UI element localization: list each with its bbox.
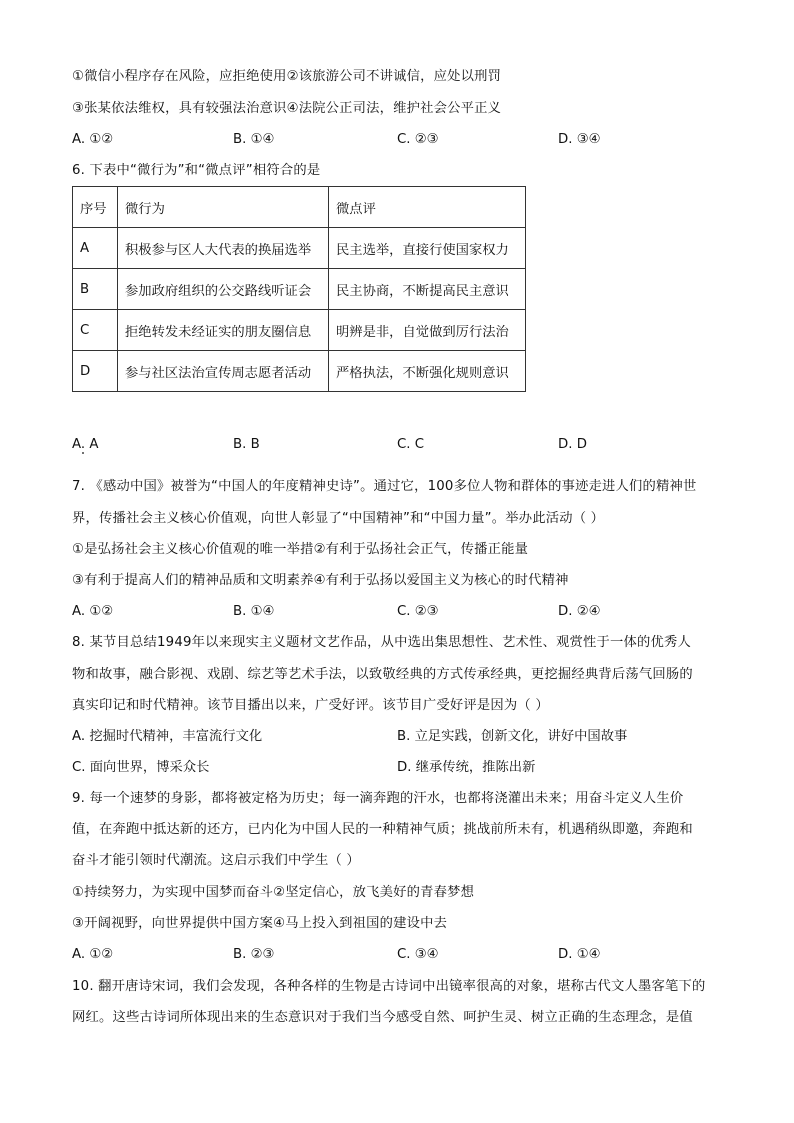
- q7-option-d[interactable]: D. ②④: [558, 604, 601, 619]
- q6-option-a[interactable]: A. A: [72, 437, 99, 452]
- q8-line-2: 物和故事，融合影视、戏剧、综艺等艺术手法，以致敬经典的方式传承经典，更挖掘经典背后荡气回肠的: [72, 667, 693, 682]
- table-cell: 严格执法，不断强化规则意识: [329, 351, 526, 392]
- q9-option-c[interactable]: C. ③④: [397, 947, 439, 962]
- q10-line-2: 网红。这些古诗词所体现出来的生态意识对于我们当今感受自然、呵护生灵、树立正确的生态理念，是值: [72, 1010, 693, 1025]
- table-cell: 积极参与区人大代表的换届选举: [118, 228, 329, 269]
- table-header-cell: 微行为: [118, 187, 329, 228]
- table-header-cell: 微点评: [329, 187, 526, 228]
- q9-line-1: 9. 每一个速梦的身影，都将被定格为历史；每一滴奔跑的汗水，也都将浇灌出未来；用奋斗定义人生价: [72, 791, 684, 806]
- q5-options: [72, 131, 722, 149]
- q5-statement-1: ①微信小程序存在风险，应拒绝使用②该旅游公司不讲诚信，应处以刑罚: [72, 69, 502, 84]
- q8-options-row-2: [72, 759, 722, 777]
- table-cell: 拒绝转发未经证实的朋友圈信息: [118, 310, 329, 351]
- q6-question: 6. 下表中“微行为”和“微点评”相符合的是: [72, 163, 321, 178]
- q5-statement-2: ③张某依法维权，具有较强法治意识④法院公正司法，维护社会公平正义: [72, 101, 502, 116]
- q5-option-d[interactable]: D. ③④: [558, 132, 601, 147]
- q8-option-d[interactable]: D. 继承传统，推陈出新: [397, 760, 536, 775]
- q6-option-d[interactable]: D. D: [558, 437, 587, 452]
- q10-line-1: 10. 翻开唐诗宋词，我们会发现，各种各样的生物是古诗词中出镜率很高的对象，堪称古代文人墨客笔下的: [72, 979, 706, 994]
- q5-option-a[interactable]: A. ①②: [72, 132, 114, 147]
- q9-line-3: 奋斗才能引领时代潮流。这启示我们中学生（ ）: [72, 853, 360, 868]
- table-cell: 民主协商，不断提高民主意识: [329, 269, 526, 310]
- table-cell: 民主选举，直接行使国家权力: [329, 228, 526, 269]
- q8-options-row-1: [72, 728, 722, 746]
- q7-line-2: 界，传播社会主义核心价值观，向世人彰显了“中国精神”和“中国力量”。举办此活动（ ）: [72, 511, 605, 526]
- q7-line-1: 7. 《感动中国》被誉为“中国人的年度精神史诗”。通过它，100多位人物和群体的事迹走进人们的精神世: [72, 479, 697, 494]
- q9-options: [72, 946, 722, 964]
- table-row: [73, 351, 526, 392]
- q7-statement-1: ①是弘扬社会主义核心价值观的唯一举措②有利于弘扬社会正气，传播正能量: [72, 542, 529, 557]
- table-cell: 参与社区法治宣传周志愿者活动: [118, 351, 329, 392]
- table-row: [73, 269, 526, 310]
- q9-option-a[interactable]: A. ①②: [72, 947, 114, 962]
- q6-option-b[interactable]: B. B: [233, 437, 260, 452]
- table-row: [73, 228, 526, 269]
- q7-statement-2: ③有利于提高人们的精神品质和文明素养④有利于弘扬以爱国主义为核心的时代精神: [72, 573, 569, 588]
- q8-option-b[interactable]: B. 立足实践，创新文化，讲好中国故事: [397, 729, 628, 744]
- table-cell: D: [73, 351, 118, 392]
- q7-options: [72, 603, 722, 621]
- table-cell: 参加政府组织的公交路线听证会: [118, 269, 329, 310]
- q9-option-d[interactable]: D. ①④: [558, 947, 601, 962]
- q7-option-c[interactable]: C. ②③: [397, 604, 439, 619]
- table-header-cell: 序号: [73, 187, 118, 228]
- table-row: [73, 310, 526, 351]
- table-cell: A: [73, 228, 118, 269]
- q7-option-a[interactable]: A. ①②: [72, 604, 114, 619]
- q6-table: [72, 186, 526, 392]
- q6-options: [72, 436, 722, 454]
- q9-line-2: 值，在奔跑中抵达新的还方，已内化为中国人民的一种精神气质；挑战前所未有，机遇稍纵即邀，奔跑和: [72, 822, 693, 837]
- q7-option-b[interactable]: B. ①④: [233, 604, 275, 619]
- q5-option-c[interactable]: C. ②③: [397, 132, 439, 147]
- q8-option-c[interactable]: C. 面向世界，博采众长: [72, 760, 210, 775]
- table-cell: B: [73, 269, 118, 310]
- q8-line-1: 8. 某节目总结1949年以来现实主义题材文艺作品，从中选出集思想性、艺术性、观赏性于一体的优秀人: [72, 635, 692, 650]
- table-header-row: [73, 187, 526, 228]
- table-cell: 明辨是非，自觉做到厉行法治: [329, 310, 526, 351]
- q9-statement-2: ③开阔视野，向世界提供中国方案④马上投入到祖国的建设中去: [72, 916, 448, 931]
- stray-mark: [82, 452, 84, 454]
- q5-option-b[interactable]: B. ①④: [233, 132, 275, 147]
- q8-option-a[interactable]: A. 挖掘时代精神，丰富流行文化: [72, 729, 263, 744]
- q6-option-c[interactable]: C. C: [397, 437, 425, 452]
- q9-option-b[interactable]: B. ②③: [233, 947, 275, 962]
- table-cell: C: [73, 310, 118, 351]
- q8-line-3: 真实印记和时代精神。该节目播出以来，广受好评。该节目广受好评是因为（ ）: [72, 698, 549, 713]
- q9-statement-1: ①持续努力，为实现中国梦而奋斗②坚定信心，放飞美好的青春梦想: [72, 885, 475, 900]
